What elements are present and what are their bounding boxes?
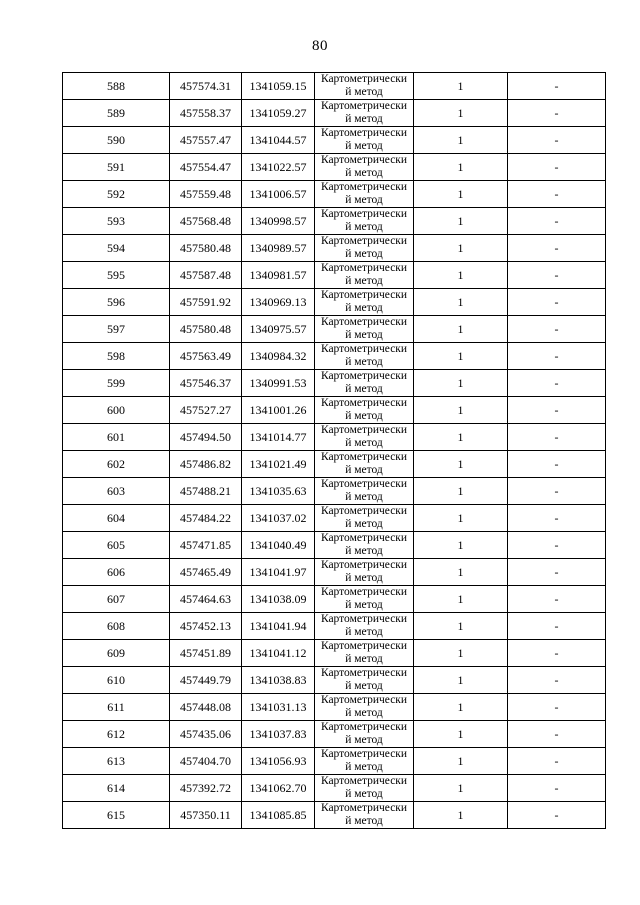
y-coordinate-cell: 1341040.49 (242, 532, 315, 559)
table-row (63, 802, 606, 829)
method-cell (315, 343, 414, 370)
table-row (63, 127, 606, 154)
x-coordinate-cell: 457587.48 (170, 262, 242, 289)
x-coordinate-cell: 457484.22 (170, 505, 242, 532)
note-cell: - (508, 640, 606, 667)
method-text-line2: й метод (345, 355, 383, 368)
method-text-line2: й метод (345, 409, 383, 422)
y-coordinate-cell: 1341006.57 (242, 181, 315, 208)
error-cell: 1 (414, 397, 508, 424)
method-text-line2: й метод (345, 571, 383, 584)
error-cell: 1 (414, 235, 508, 262)
method-text-line1: Картометрически (320, 775, 408, 787)
note-cell: - (508, 748, 606, 775)
note-cell: - (508, 127, 606, 154)
table-row (63, 505, 606, 532)
error-cell: 1 (414, 748, 508, 775)
point-number-cell: 605 (63, 532, 170, 559)
point-number-cell: 613 (63, 748, 170, 775)
table-row (63, 370, 606, 397)
y-coordinate-cell: 1341022.57 (242, 154, 315, 181)
y-coordinate-cell: 1340984.32 (242, 343, 315, 370)
x-coordinate-cell: 457546.37 (170, 370, 242, 397)
x-coordinate-cell: 457435.06 (170, 721, 242, 748)
method-cell (315, 667, 414, 694)
method-cell (315, 208, 414, 235)
method-cell (315, 262, 414, 289)
table-row (63, 694, 606, 721)
y-coordinate-cell: 1341044.57 (242, 127, 315, 154)
x-coordinate-cell: 457392.72 (170, 775, 242, 802)
note-cell: - (508, 505, 606, 532)
note-cell: - (508, 667, 606, 694)
error-cell: 1 (414, 370, 508, 397)
error-cell: 1 (414, 505, 508, 532)
point-number-cell: 612 (63, 721, 170, 748)
table-row (63, 640, 606, 667)
method-text-line1: Картометрически (320, 127, 408, 139)
method-cell (315, 559, 414, 586)
method-text-line2: й метод (345, 220, 383, 233)
error-cell: 1 (414, 721, 508, 748)
x-coordinate-cell: 457559.48 (170, 181, 242, 208)
table-row (63, 154, 606, 181)
method-cell (315, 748, 414, 775)
method-text-line2: й метод (345, 814, 383, 827)
method-cell (315, 235, 414, 262)
x-coordinate-cell: 457554.47 (170, 154, 242, 181)
method-text-line2: й метод (345, 679, 383, 692)
point-number-cell: 588 (63, 73, 170, 100)
x-coordinate-cell: 457527.27 (170, 397, 242, 424)
method-cell (315, 289, 414, 316)
method-text-line2: й метод (345, 733, 383, 746)
error-cell: 1 (414, 208, 508, 235)
point-number-cell: 610 (63, 667, 170, 694)
method-text-line1: Картометрически (320, 721, 408, 733)
point-number-cell: 590 (63, 127, 170, 154)
table-row (63, 424, 606, 451)
note-cell: - (508, 370, 606, 397)
method-text-line1: Картометрически (320, 640, 408, 652)
method-text-line1: Картометрически (320, 478, 408, 490)
table-row (63, 586, 606, 613)
error-cell: 1 (414, 100, 508, 127)
error-cell: 1 (414, 802, 508, 829)
method-cell (315, 370, 414, 397)
method-text-line1: Картометрически (320, 802, 408, 814)
method-text-line2: й метод (345, 193, 383, 206)
y-coordinate-cell: 1341056.93 (242, 748, 315, 775)
method-text-line1: Картометрически (320, 586, 408, 598)
point-number-cell: 603 (63, 478, 170, 505)
x-coordinate-cell: 457449.79 (170, 667, 242, 694)
method-text-line2: й метод (345, 274, 383, 287)
coordinates-table-body (63, 73, 606, 829)
point-number-cell: 608 (63, 613, 170, 640)
point-number-cell: 614 (63, 775, 170, 802)
method-text-line2: й метод (345, 112, 383, 125)
error-cell: 1 (414, 289, 508, 316)
method-text-line1: Картометрически (320, 289, 408, 301)
method-text-line1: Картометрически (320, 424, 408, 436)
note-cell: - (508, 424, 606, 451)
error-cell: 1 (414, 316, 508, 343)
note-cell: - (508, 316, 606, 343)
x-coordinate-cell: 457486.82 (170, 451, 242, 478)
method-text-line1: Картометрически (320, 559, 408, 571)
table-row (63, 748, 606, 775)
method-text-line2: й метод (345, 139, 383, 152)
note-cell: - (508, 262, 606, 289)
x-coordinate-cell: 457580.48 (170, 316, 242, 343)
method-cell (315, 613, 414, 640)
note-cell: - (508, 397, 606, 424)
method-text-line1: Картометрически (320, 154, 408, 166)
note-cell: - (508, 343, 606, 370)
table-row (63, 100, 606, 127)
method-cell (315, 721, 414, 748)
method-cell (315, 478, 414, 505)
x-coordinate-cell: 457350.11 (170, 802, 242, 829)
note-cell: - (508, 613, 606, 640)
method-text-line2: й метод (345, 247, 383, 260)
method-cell (315, 316, 414, 343)
method-text-line1: Картометрически (320, 73, 408, 85)
method-text-line2: й метод (345, 652, 383, 665)
table-row (63, 559, 606, 586)
x-coordinate-cell: 457557.47 (170, 127, 242, 154)
y-coordinate-cell: 1341001.26 (242, 397, 315, 424)
y-coordinate-cell: 1341031.13 (242, 694, 315, 721)
method-text-line2: й метод (345, 166, 383, 179)
method-cell (315, 775, 414, 802)
error-cell: 1 (414, 532, 508, 559)
method-text-line1: Картометрически (320, 181, 408, 193)
point-number-cell: 611 (63, 694, 170, 721)
x-coordinate-cell: 457574.31 (170, 73, 242, 100)
note-cell: - (508, 586, 606, 613)
point-number-cell: 609 (63, 640, 170, 667)
note-cell: - (508, 235, 606, 262)
y-coordinate-cell: 1341041.94 (242, 613, 315, 640)
point-number-cell: 597 (63, 316, 170, 343)
method-text-line2: й метод (345, 85, 383, 98)
table-row (63, 613, 606, 640)
method-text-line1: Картометрически (320, 532, 408, 544)
table-row (63, 397, 606, 424)
x-coordinate-cell: 457558.37 (170, 100, 242, 127)
x-coordinate-cell: 457563.49 (170, 343, 242, 370)
table-row (63, 316, 606, 343)
method-cell (315, 127, 414, 154)
note-cell: - (508, 73, 606, 100)
note-cell: - (508, 694, 606, 721)
table-row (63, 343, 606, 370)
y-coordinate-cell: 1340981.57 (242, 262, 315, 289)
y-coordinate-cell: 1341038.83 (242, 667, 315, 694)
error-cell: 1 (414, 262, 508, 289)
table-row (63, 721, 606, 748)
method-cell (315, 154, 414, 181)
table-row (63, 667, 606, 694)
x-coordinate-cell: 457568.48 (170, 208, 242, 235)
point-number-cell: 601 (63, 424, 170, 451)
table-row (63, 235, 606, 262)
table-row (63, 181, 606, 208)
error-cell: 1 (414, 154, 508, 181)
note-cell: - (508, 100, 606, 127)
method-text-line2: й метод (345, 706, 383, 719)
point-number-cell: 606 (63, 559, 170, 586)
y-coordinate-cell: 1340969.13 (242, 289, 315, 316)
y-coordinate-cell: 1341037.83 (242, 721, 315, 748)
point-number-cell: 594 (63, 235, 170, 262)
error-cell: 1 (414, 343, 508, 370)
y-coordinate-cell: 1341059.15 (242, 73, 315, 100)
method-text-line2: й метод (345, 760, 383, 773)
y-coordinate-cell: 1341035.63 (242, 478, 315, 505)
point-number-cell: 598 (63, 343, 170, 370)
error-cell: 1 (414, 586, 508, 613)
method-text-line1: Картометрически (320, 451, 408, 463)
method-text-line1: Картометрически (320, 235, 408, 247)
method-cell (315, 397, 414, 424)
y-coordinate-cell: 1340975.57 (242, 316, 315, 343)
method-cell (315, 640, 414, 667)
point-number-cell: 592 (63, 181, 170, 208)
method-text-line1: Картометрически (320, 208, 408, 220)
method-cell (315, 73, 414, 100)
method-text-line1: Картометрически (320, 397, 408, 409)
method-text-line1: Картометрически (320, 694, 408, 706)
method-text-line1: Картометрически (320, 748, 408, 760)
point-number-cell: 604 (63, 505, 170, 532)
method-cell (315, 505, 414, 532)
note-cell: - (508, 181, 606, 208)
method-text-line2: й метод (345, 436, 383, 449)
y-coordinate-cell: 1340991.53 (242, 370, 315, 397)
error-cell: 1 (414, 181, 508, 208)
error-cell: 1 (414, 478, 508, 505)
point-number-cell: 593 (63, 208, 170, 235)
method-text-line2: й метод (345, 544, 383, 557)
x-coordinate-cell: 457451.89 (170, 640, 242, 667)
note-cell: - (508, 289, 606, 316)
y-coordinate-cell: 1341085.85 (242, 802, 315, 829)
point-number-cell: 602 (63, 451, 170, 478)
error-cell: 1 (414, 613, 508, 640)
x-coordinate-cell: 457471.85 (170, 532, 242, 559)
error-cell: 1 (414, 694, 508, 721)
y-coordinate-cell: 1341059.27 (242, 100, 315, 127)
method-text-line1: Картометрически (320, 667, 408, 679)
error-cell: 1 (414, 424, 508, 451)
note-cell: - (508, 154, 606, 181)
y-coordinate-cell: 1341038.09 (242, 586, 315, 613)
error-cell: 1 (414, 667, 508, 694)
x-coordinate-cell: 457465.49 (170, 559, 242, 586)
method-text-line2: й метод (345, 787, 383, 800)
method-text-line2: й метод (345, 598, 383, 611)
note-cell: - (508, 451, 606, 478)
table-row (63, 208, 606, 235)
method-cell (315, 802, 414, 829)
y-coordinate-cell: 1341041.12 (242, 640, 315, 667)
page-number: 80 (312, 38, 328, 54)
method-text-line2: й метод (345, 463, 383, 476)
note-cell: - (508, 208, 606, 235)
y-coordinate-cell: 1341037.02 (242, 505, 315, 532)
note-cell: - (508, 802, 606, 829)
table-row (63, 532, 606, 559)
method-cell (315, 586, 414, 613)
x-coordinate-cell: 457404.70 (170, 748, 242, 775)
method-cell (315, 532, 414, 559)
method-cell (315, 181, 414, 208)
method-cell (315, 694, 414, 721)
method-cell (315, 424, 414, 451)
point-number-cell: 589 (63, 100, 170, 127)
table-row (63, 73, 606, 100)
method-text-line1: Картометрически (320, 262, 408, 274)
method-text-line1: Картометрически (320, 370, 408, 382)
x-coordinate-cell: 457448.08 (170, 694, 242, 721)
y-coordinate-cell: 1341062.70 (242, 775, 315, 802)
note-cell: - (508, 559, 606, 586)
point-number-cell: 607 (63, 586, 170, 613)
x-coordinate-cell: 457464.63 (170, 586, 242, 613)
error-cell: 1 (414, 73, 508, 100)
method-cell (315, 451, 414, 478)
method-text-line2: й метод (345, 517, 383, 530)
error-cell: 1 (414, 127, 508, 154)
point-number-cell: 596 (63, 289, 170, 316)
note-cell: - (508, 532, 606, 559)
x-coordinate-cell: 457580.48 (170, 235, 242, 262)
y-coordinate-cell: 1341014.77 (242, 424, 315, 451)
error-cell: 1 (414, 775, 508, 802)
method-text-line2: й метод (345, 490, 383, 503)
error-cell: 1 (414, 559, 508, 586)
table-row (63, 451, 606, 478)
method-text-line1: Картометрически (320, 316, 408, 328)
coordinates-table (62, 72, 606, 829)
table-row (63, 478, 606, 505)
y-coordinate-cell: 1341041.97 (242, 559, 315, 586)
point-number-cell: 599 (63, 370, 170, 397)
method-text-line1: Картометрически (320, 505, 408, 517)
method-text-line2: й метод (345, 328, 383, 341)
method-text-line2: й метод (345, 625, 383, 638)
table-row (63, 262, 606, 289)
point-number-cell: 600 (63, 397, 170, 424)
note-cell: - (508, 478, 606, 505)
y-coordinate-cell: 1340998.57 (242, 208, 315, 235)
x-coordinate-cell: 457452.13 (170, 613, 242, 640)
method-text-line1: Картометрически (320, 613, 408, 625)
x-coordinate-cell: 457494.50 (170, 424, 242, 451)
point-number-cell: 595 (63, 262, 170, 289)
table-row (63, 775, 606, 802)
method-cell (315, 100, 414, 127)
y-coordinate-cell: 1341021.49 (242, 451, 315, 478)
note-cell: - (508, 775, 606, 802)
method-text-line1: Картометрически (320, 100, 408, 112)
method-text-line2: й метод (345, 301, 383, 314)
method-text-line1: Картометрически (320, 343, 408, 355)
x-coordinate-cell: 457488.21 (170, 478, 242, 505)
error-cell: 1 (414, 640, 508, 667)
point-number-cell: 591 (63, 154, 170, 181)
y-coordinate-cell: 1340989.57 (242, 235, 315, 262)
error-cell: 1 (414, 451, 508, 478)
table-row (63, 289, 606, 316)
point-number-cell: 615 (63, 802, 170, 829)
x-coordinate-cell: 457591.92 (170, 289, 242, 316)
method-text-line2: й метод (345, 382, 383, 395)
note-cell: - (508, 721, 606, 748)
